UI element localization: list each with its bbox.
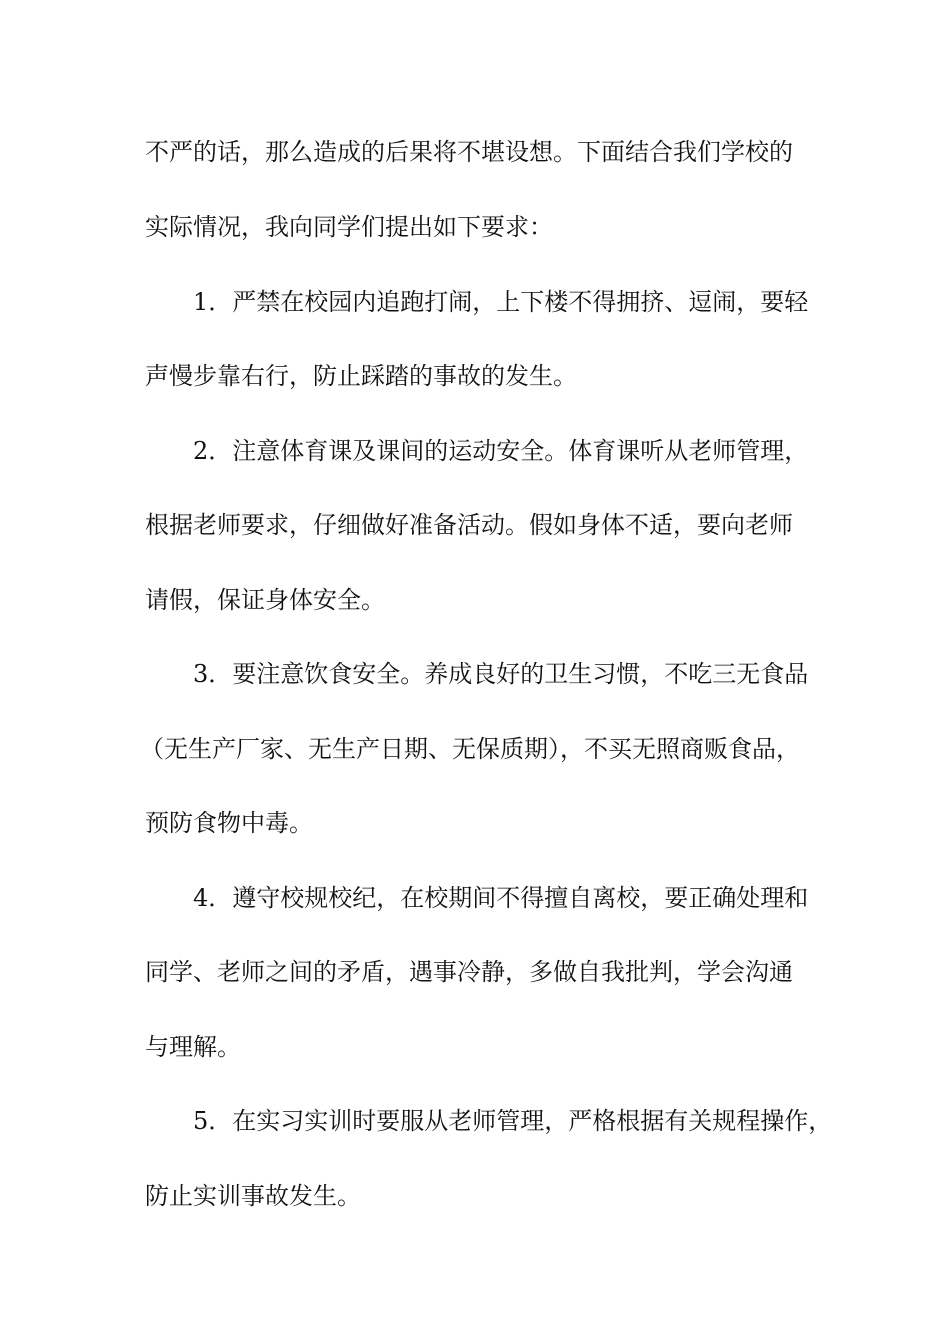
text-line: 与理解。 xyxy=(145,1033,241,1061)
text-line: 实际情况，我向同学们提出如下要求： xyxy=(145,213,553,241)
list-item-3-line: 3．要注意饮食安全。养成良好的卫生习惯，不吃三无食品 xyxy=(193,660,809,688)
text-line: 防止实训事故发生。 xyxy=(145,1182,361,1210)
list-item-1-line: 1．严禁在校园内追跑打闹，上下楼不得拥挤、逗闹，要轻 xyxy=(193,288,809,316)
text-line: 同学、老师之间的矛盾，遇事冷静，多做自我批判，学会沟通 xyxy=(145,958,793,986)
text-line: （无生产厂家、无生产日期、无保质期），不买无照商贩食品， xyxy=(140,735,800,763)
list-item-5-line: 5．在实习实训时要服从老师管理，严格根据有关规程操作， xyxy=(193,1107,833,1135)
text-line: 声慢步靠右行，防止踩踏的事故的发生。 xyxy=(145,362,577,390)
text-line: 预防食物中毒。 xyxy=(145,809,313,837)
list-item-2-line: 2．注意体育课及课间的运动安全。体育课听从老师管理， xyxy=(193,437,809,465)
list-item-4-line: 4．遵守校规校纪，在校期间不得擅自离校，要正确处理和 xyxy=(193,884,809,912)
text-line: 请假，保证身体安全。 xyxy=(145,586,385,614)
text-line: 根据老师要求，仔细做好准备活动。假如身体不适，要向老师 xyxy=(145,511,793,539)
text-line: 不严的话，那么造成的后果将不堪设想。下面结合我们学校的 xyxy=(145,138,793,166)
